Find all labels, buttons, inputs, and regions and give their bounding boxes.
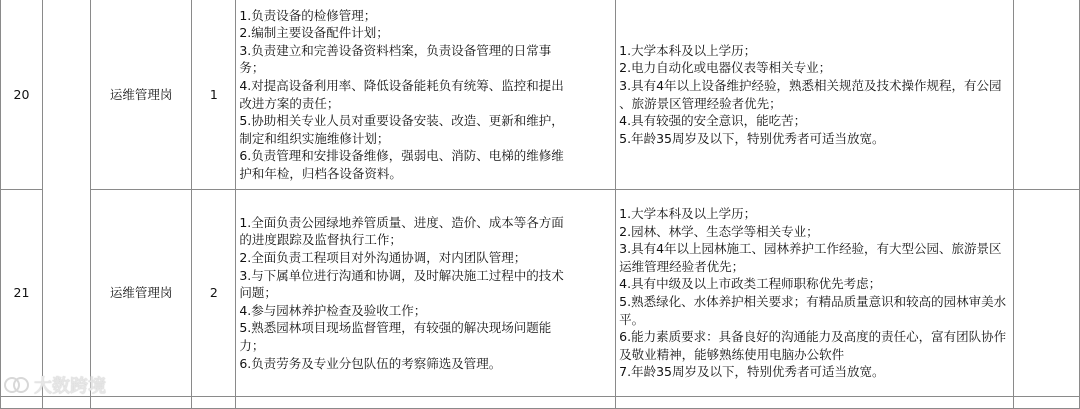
list-line: 4.参与园林养护检查及验收工作； [239,302,427,318]
duties-list [236,5,615,185]
table-row [1,0,1080,190]
list-line: 5.熟悉绿化、水体养护相关要求；有精品质量意识和较高的园林审美水 [619,294,1007,309]
list-line: 5.年龄35周岁及以下，特别优秀者可适当放宽。 [619,130,885,146]
list-line: 3.负责建立和完善设备资料档案，负责设备管理的日常事 [239,42,552,58]
list-line: 及敬业精神，能够熟练使用电脑办公软件 [619,346,845,362]
requirements-cell [616,190,1014,397]
watermark-logo-icon [4,374,30,396]
requirements-list [616,203,1013,383]
list-line: 3.与下属单位进行沟通和协调，及时解决施工过程中的技术 [239,267,564,283]
list-line: 问题； [239,285,277,301]
list-line: 运维管理经验者优先； [619,258,745,274]
list-line: 6.负责劳务及专业分包队伍的考察筛选及管理。 [239,355,502,371]
list-line: 6.负责管理和安排设备维修，强弱电、消防、电梯的维修维 [239,148,564,164]
watermark [4,372,106,398]
list-line: 3.具有4年以上园林施工、园林养护工作经验，有大型公园、旅游景区 [619,241,1002,257]
headcount: 2 [192,190,236,397]
notes-cell [1014,0,1080,190]
list-line: 7.年龄35周岁及以下，特别优秀者可适当放宽。 [619,364,885,380]
list-line: 5.熟悉园林项目现场监督管理，有较强的解决现场问题能 [239,320,552,336]
duties-list [236,212,615,374]
list-line: 4.具有中级及以上市政类工程师职称优先考虑； [619,276,882,292]
list-line: 2.园林、林学、生态学等相关专业； [619,223,819,239]
list-line: 力； [239,337,265,353]
list-line: 2.电力自动化或电器仪表等相关专业； [619,60,832,76]
list-line: 1.大学本科及以上学历； [619,42,757,58]
list-line: 4.对提高设备利用率、降低设备能耗负有统筹、监控和提出 [239,77,564,93]
list-line: 6.能力素质要求：具备良好的沟通能力及高度的责任心，富有团队协作 [619,329,1007,345]
table-row [1,190,1080,397]
list-line: 改进方案的责任； [239,95,340,111]
list-line: 务； [239,60,265,76]
headcount: 1 [192,0,236,190]
list-line: 制定和组织实施维修计划； [239,130,390,146]
position-name: 运维管理岗 [90,0,192,190]
list-line: 2.全面负责工程项目对外沟通协调，对内团队管理； [239,250,527,266]
list-line: 4.具有较强的安全意识，能吃苦； [619,113,807,129]
list-line: 1.负责设备的检修管理； [239,7,377,23]
list-line: 1.大学本科及以上学历； [619,206,757,222]
list-line: 3.具有4年以上设备维护经验，熟悉相关规范及技术操作规程，有公园 [619,77,1002,93]
requirements-cell [616,0,1014,190]
position-name: 运维管理岗 [90,190,192,397]
duties-cell [236,0,616,190]
row-number: 20 [1,0,43,190]
merged-department-cell [42,0,90,397]
duties-cell [236,190,616,397]
list-line: 平。 [619,311,645,327]
list-line: 护和年检，归档各设备资料。 [239,165,402,181]
watermark-text: 大数跨境 [34,376,106,397]
requirements-list [616,40,1013,150]
list-line: 5.协助相关专业人员对重要设备安装、改造、更新和维护， [239,113,564,129]
notes-cell [1014,190,1080,397]
list-line: 1.全面负责公园绿地养管质量、进度、造价、成本等各方面 [239,214,564,230]
table-row [1,397,1080,409]
list-line: 、旅游景区管理经验者优先； [619,95,782,111]
row-number: 21 [1,190,43,397]
list-line: 的进度跟踪及监督执行工作； [239,232,402,248]
list-line: 2.编制主要设备配件计划； [239,25,389,41]
